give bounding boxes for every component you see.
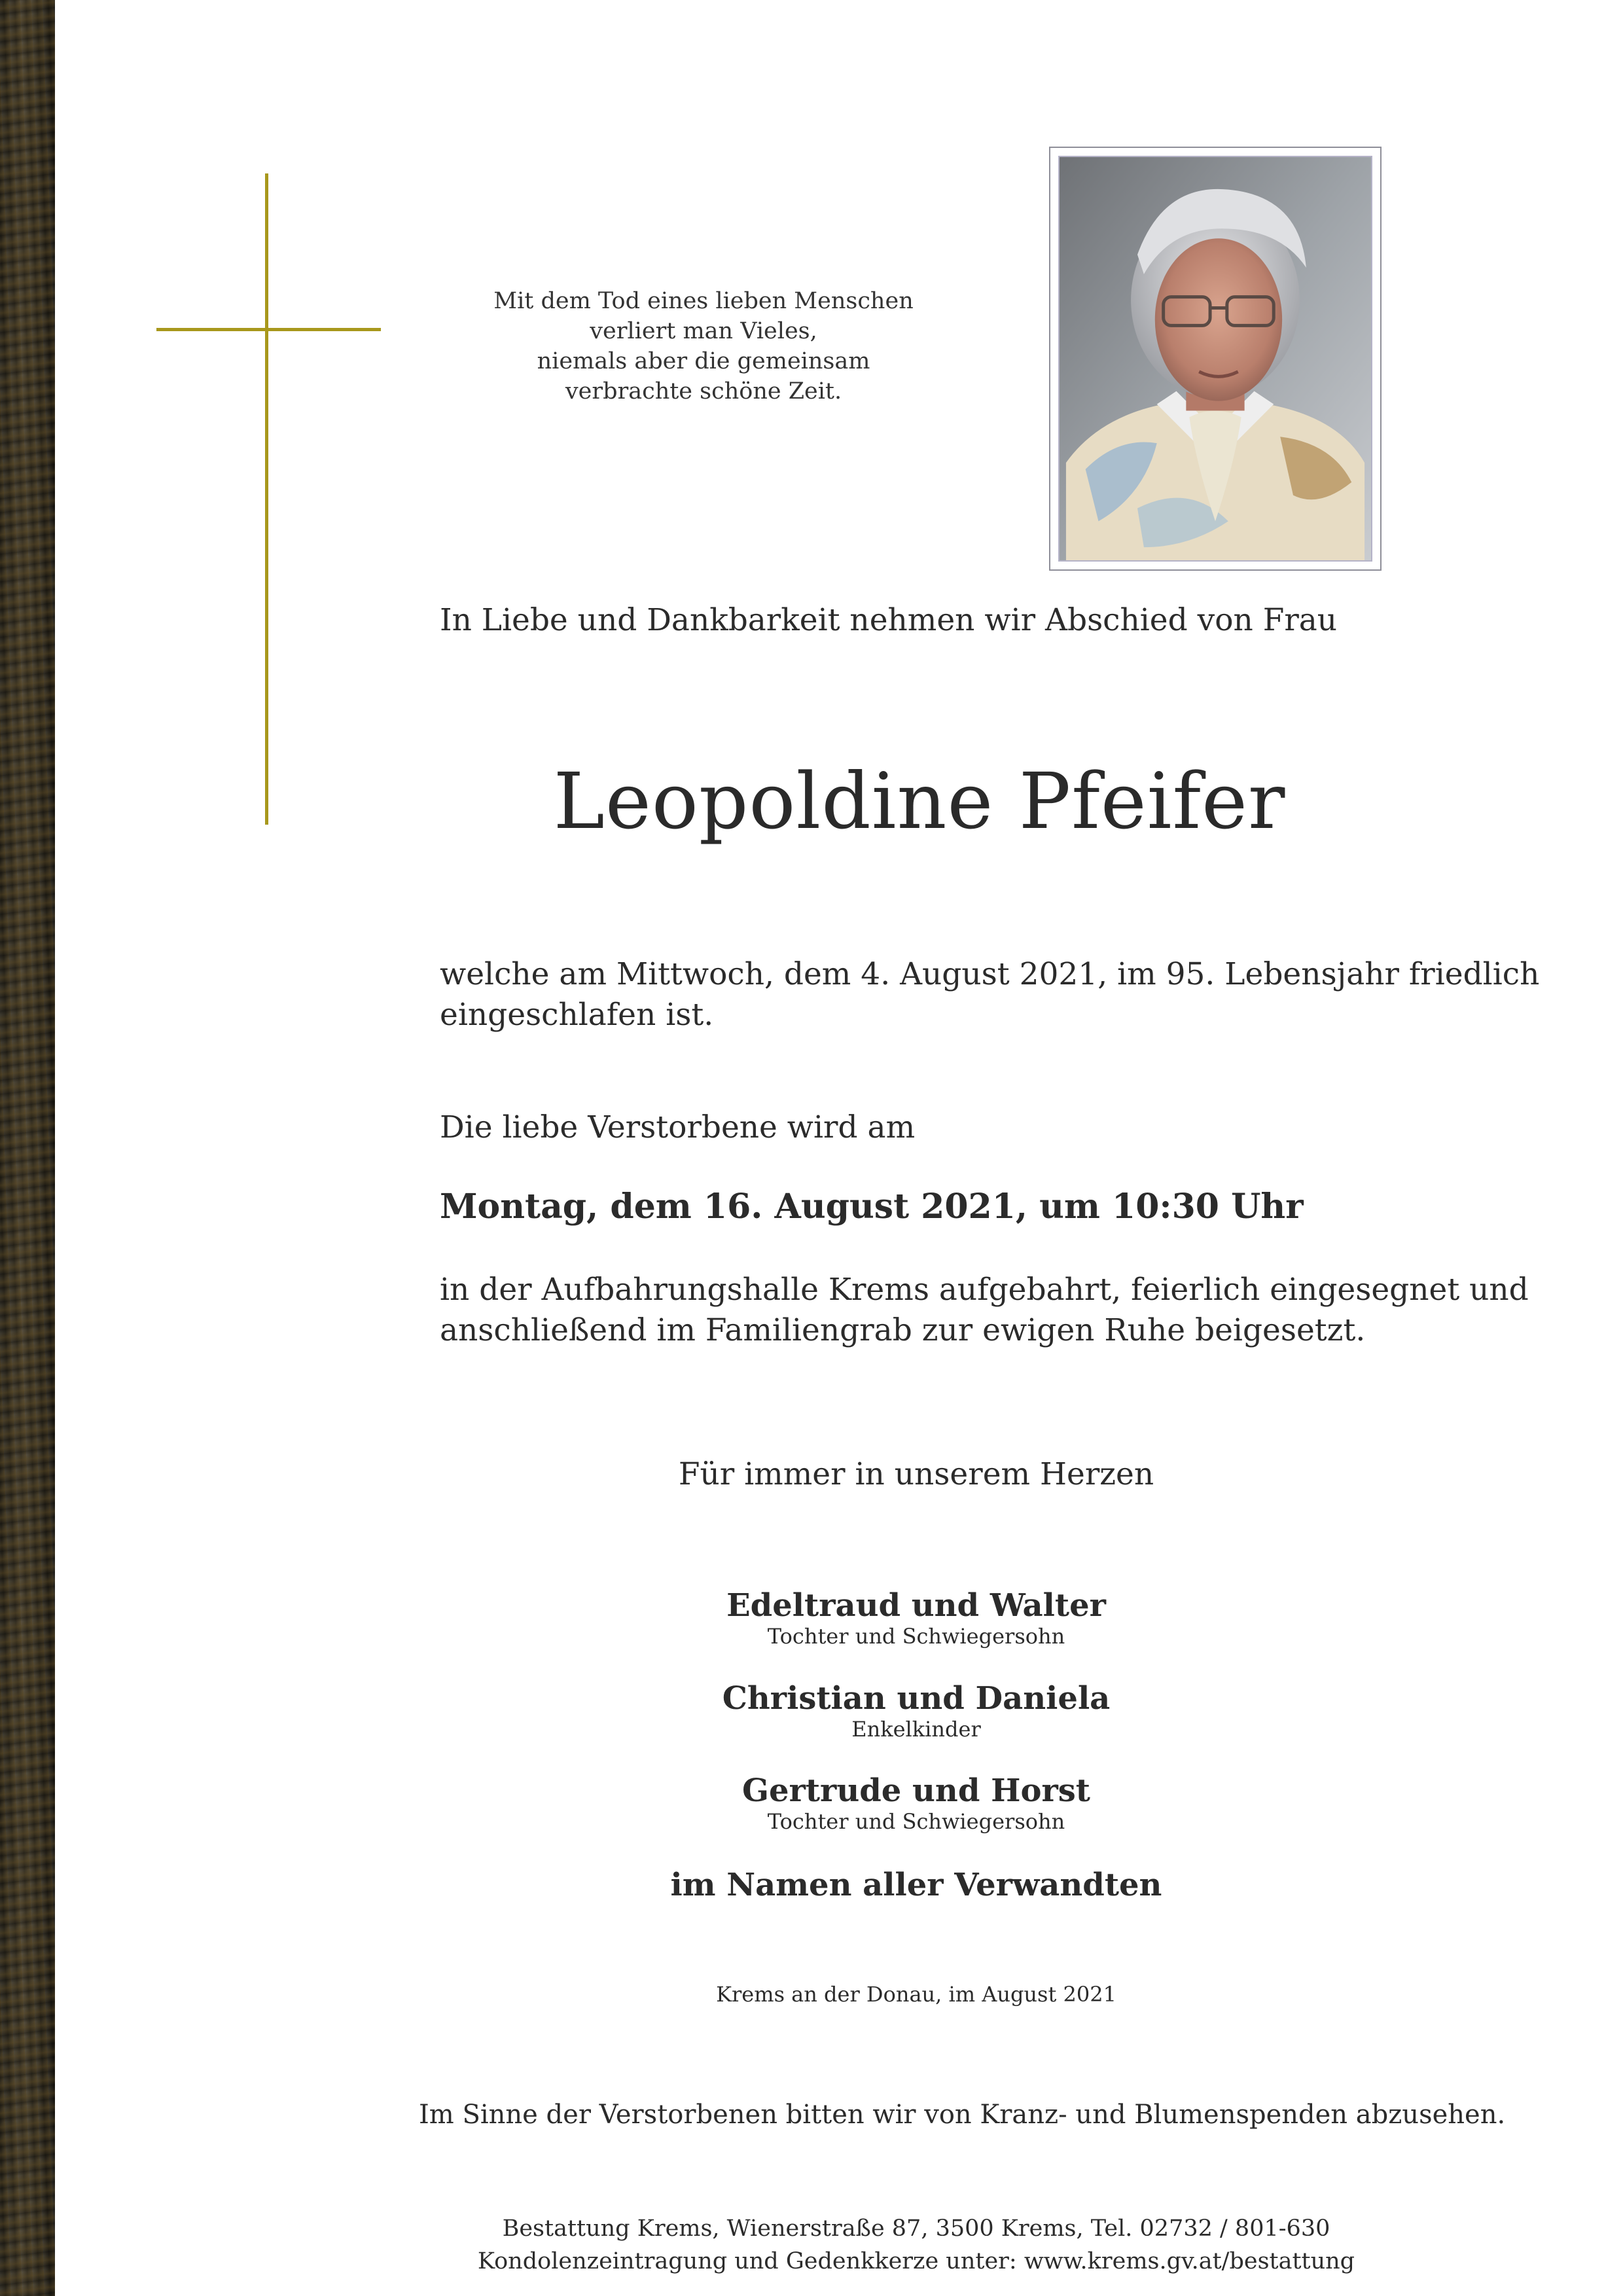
intro-text: In Liebe und Dankbarkeit nehmen wir Abschied von Frau xyxy=(440,602,1338,638)
donation-request: Im Sinne der Verstorbenen bitten wir von Kranz- und Blumenspenden abzusehen. xyxy=(419,2100,1506,2130)
mourner-relation: Tochter und Schwiegersohn xyxy=(767,1809,1065,1834)
mourner-names: Edeltraud und Walter xyxy=(726,1587,1106,1624)
portrait-frame xyxy=(1049,147,1382,571)
deceased-name: Leopoldine Pfeifer xyxy=(553,756,1286,846)
mourner-names: Christian und Daniela xyxy=(722,1680,1111,1717)
portrait-photo xyxy=(1058,156,1372,562)
decorative-border-strip xyxy=(0,0,55,2296)
funeral-intro: Die liebe Verstorbene wird am xyxy=(440,1109,916,1145)
poem-line: Mit dem Tod eines lieben Menschen xyxy=(493,288,914,314)
poem-line: verliert man Vieles, xyxy=(590,318,817,344)
funeral-date: Montag, dem 16. August 2021, um 10:30 Uhr xyxy=(440,1187,1304,1227)
condolence-link[interactable]: Kondolenzeintragung und Gedenkkerze unter: www.krems.gv.at/bestattung xyxy=(477,2248,1355,2274)
death-notice xyxy=(440,954,1540,1035)
death-notice-line: welche am Mittwoch, dem 4. August 2021, im 95. Lebensjahr friedlich xyxy=(440,956,1540,992)
funeral-place-line: anschließend im Familiengrab zur ewigen Ruhe beigesetzt. xyxy=(440,1312,1366,1348)
mourner-relation: Enkelkinder xyxy=(851,1717,981,1742)
motto: Für immer in unserem Herzen xyxy=(678,1456,1154,1492)
mourner-names: Gertrude und Horst xyxy=(742,1772,1090,1809)
death-notice-line: eingeschlafen ist. xyxy=(440,997,714,1033)
funeral-place xyxy=(440,1270,1529,1351)
undertaker-address: Bestattung Krems, Wienerstraße 87, 3500 Krems, Tel. 02732 / 801-630 xyxy=(502,2215,1330,2242)
mourner-group xyxy=(589,1587,1243,1649)
poem xyxy=(458,286,949,406)
relatives-line: im Namen aller Verwandten xyxy=(670,1867,1162,1903)
portrait-image xyxy=(1060,157,1371,560)
undertaker-info xyxy=(419,2212,1414,2278)
poem-line: niemals aber die gemeinsam xyxy=(537,348,870,374)
cross-icon-crossbar xyxy=(156,328,381,331)
mourner-relation: Tochter und Schwiegersohn xyxy=(767,1624,1065,1649)
place-date: Krems an der Donau, im August 2021 xyxy=(716,1982,1116,2007)
poem-line: verbrachte schöne Zeit. xyxy=(565,378,842,404)
cross-icon xyxy=(265,173,268,825)
mourner-group xyxy=(589,1680,1243,1742)
funeral-place-line: in der Aufbahrungshalle Krems aufgebahrt, feierlich eingesegnet und xyxy=(440,1272,1529,1308)
mourner-group xyxy=(589,1772,1243,1834)
